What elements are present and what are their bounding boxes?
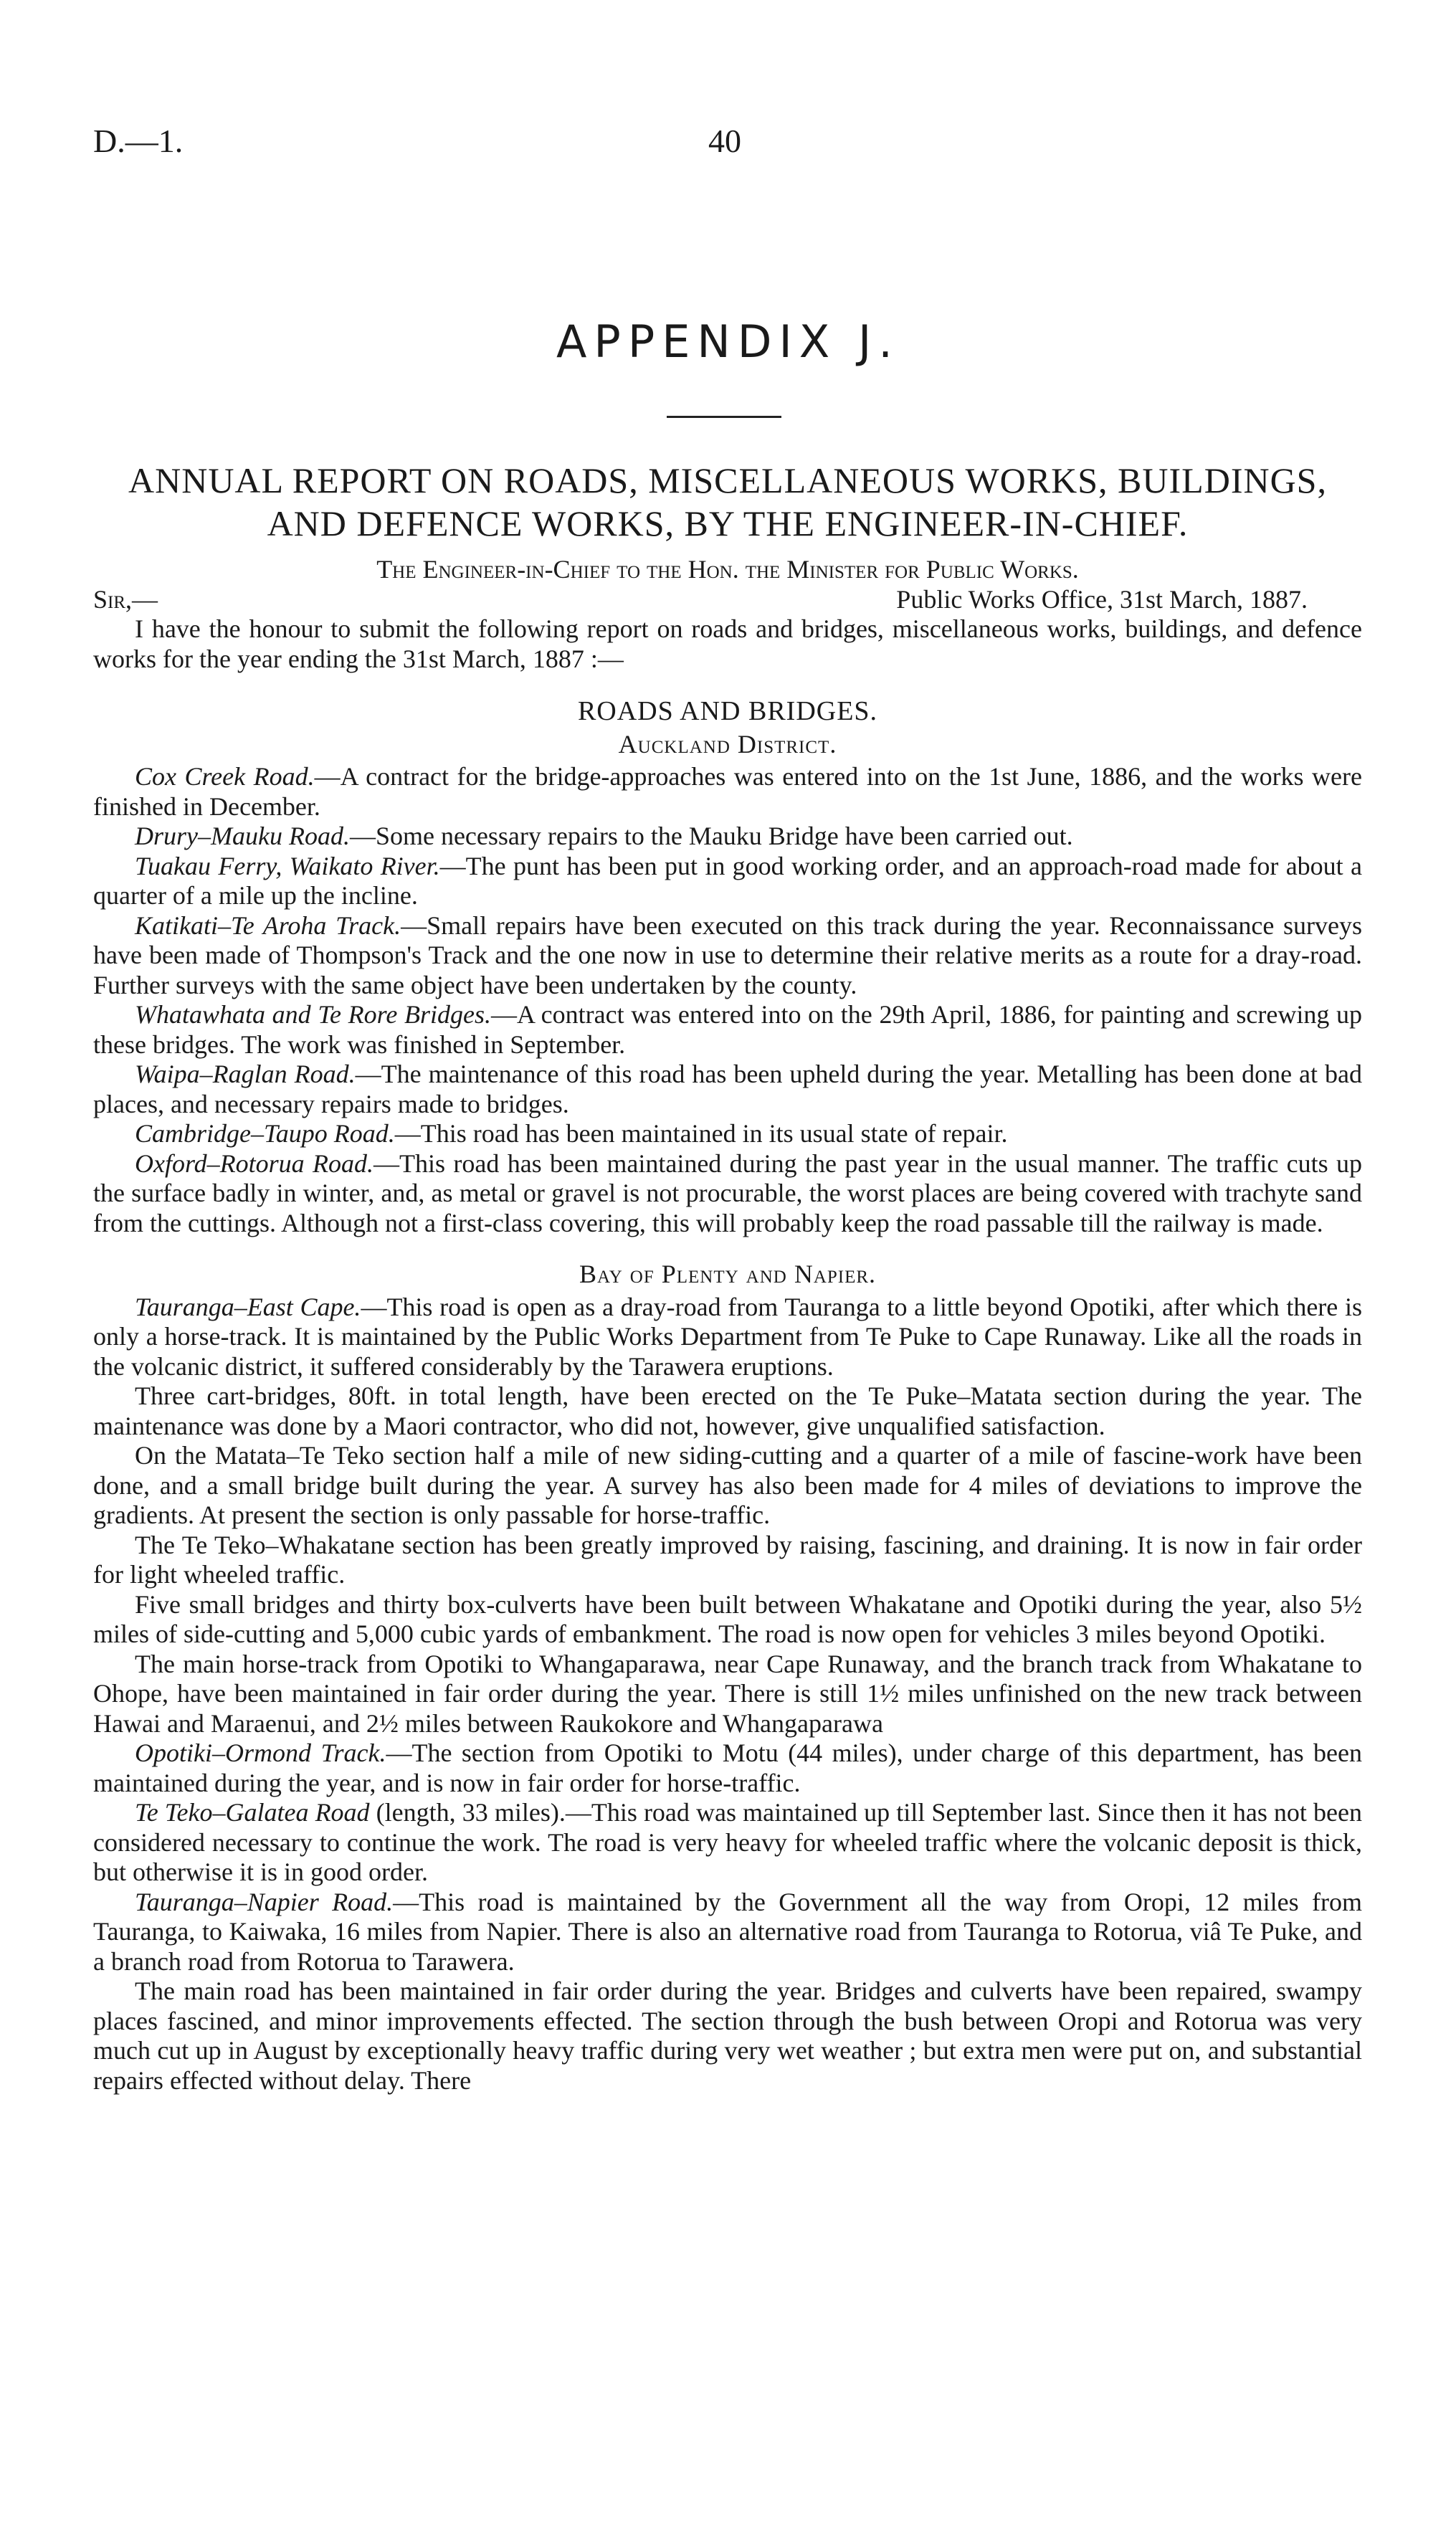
paragraph-text: Five small bridges and thirty box-culverts have been built between Whakatane and Opotiki during the year, also 5½ miles of side-cutting and 5,000 cubic yards of embankment. The road is now open for vehicles 3 miles beyond Opotiki. <box>93 1589 1362 1648</box>
report-paragraph <box>93 1060 1362 1119</box>
paragraph-text: —Some necessary repairs to the Mauku Bridge have been carried out. <box>349 822 1073 850</box>
paragraph-title: Oxford–Rotorua Road. <box>135 1148 374 1178</box>
paragraph-title: Te Teko–Galatea Road <box>135 1798 370 1827</box>
page-number: 40 <box>708 123 741 159</box>
paragraph-text: —The maintenance of this road has been upheld during the year. Metalling has been done at bad places, and necessary repairs made to bridges. <box>93 1060 1362 1118</box>
office-date: Public Works Office, 31st March, 1887. <box>896 584 1308 614</box>
report-paragraph <box>93 1738 1362 1798</box>
paragraph-text: The main horse-track from Opotiki to Whangaparawa, near Cape Runaway, and the branch track from Whakatane to Ohope, have been maintained in fair order during the year. There is still 1½ miles unfinished on the new track between Hawai and Maraenui, and 2½ miles between Raukokore and Whangaparawa <box>93 1649 1362 1738</box>
report-paragraph <box>93 1888 1362 1977</box>
appendix-title: APPENDIX J. <box>556 315 900 368</box>
paragraph-text: —The punt has been put in good working order, and an approach-road made for about a quarter of a mile up the incline. <box>93 851 1362 910</box>
address-line: The Engineer-in-Chief to the Hon. the Minister for Public Works. <box>376 555 1079 584</box>
paragraph-text: —This road has been maintained during the past year in the usual manner. The traffic cuts up the surface badly in winter, and, as metal or gravel is not procurable, the worst places are being covered with trachyte sand from the cuttings. Although not a first-class covering, this will probably keep the road passable till the railway is made. <box>93 1148 1363 1237</box>
report-paragraph <box>93 822 1362 852</box>
document-reference: D.—1. <box>93 123 184 159</box>
paragraph-text: —The section from Opotiki to Motu (44 miles), under charge of this department, has been maintained during the year, and is now in fair order for horse-traffic. <box>93 1738 1362 1797</box>
report-body <box>93 459 1362 2096</box>
report-paragraph <box>93 1293 1362 1382</box>
running-head <box>93 122 1362 165</box>
report-paragraph <box>93 1798 1362 1888</box>
section-heading-roads: ROADS AND BRIDGES. <box>577 696 878 726</box>
report-paragraph <box>93 762 1362 822</box>
paragraph-text: —This road has been maintained in its usual state of repair. <box>394 1119 1008 1148</box>
report-paragraph <box>93 1381 1362 1441</box>
paragraph-title: Tauranga–Napier Road. <box>135 1887 394 1916</box>
paragraph-title: Opotiki–Ormond Track. <box>135 1738 386 1767</box>
district-heading-auckland: Auckland District. <box>618 729 837 758</box>
paragraph-text: The main road has been maintained in fair order during the year. Bridges and culverts have been repaired, swampy places fascined, and minor improvements effected. The section through the bush between Oropi and Rotorua was very much cut up in August by exceptionally heavy traffic during very wet weather ; but extra men were put on, and substantial repairs effected without delay. There <box>93 1977 1362 2095</box>
salutation: Sir,— <box>93 584 158 614</box>
title-divider <box>667 416 781 418</box>
report-paragraph <box>93 1441 1362 1531</box>
report-paragraph <box>93 911 1362 1001</box>
auckland-entries <box>93 762 1362 1238</box>
paragraph-title: Tuakau Ferry, Waikato River. <box>135 851 440 880</box>
district-heading-bay-of-plenty: Bay of Plenty and Napier. <box>579 1260 877 1288</box>
paragraph-title: Whatawhata and Te Rore Bridges. <box>135 1000 491 1029</box>
paragraph-text: (length, 33 miles).—This road was maintained up till September last. Since then it has not been considered necessary to continue the work. The road is very heavy for wheeled traffic where the volcanic deposit is thick, but otherwise it is in good order. <box>93 1798 1362 1886</box>
paragraph-title: Cox Creek Road. <box>135 762 315 791</box>
report-paragraph <box>93 1977 1362 2096</box>
paragraph-text: —A contract was entered into on the 29th April, 1886, for painting and screwing up these bridges. The work was finished in September. <box>93 1000 1362 1059</box>
paragraph-title: Katikati–Te Aroha Track. <box>135 910 401 940</box>
report-paragraph <box>93 1000 1362 1060</box>
paragraph-text: —This road is maintained by the Government all the way from Oropi, 12 miles from Tauranga, to Kaiwaka, 16 miles from Napier. There is also an alternative road from Tauranga to Rotorua, viâ Te Puke, and a branch road from Rotorua to Tarawera. <box>93 1887 1363 1976</box>
paragraph-title: Waipa–Raglan Road. <box>135 1060 356 1088</box>
paragraph-title: Tauranga–East Cape. <box>135 1292 361 1321</box>
paragraph-title: Drury–Mauku Road. <box>135 822 350 850</box>
paragraph-text: The Te Teko–Whakatane section has been greatly improved by raising, fascining, and draining. It is now in fair order for light wheeled traffic. <box>93 1530 1362 1589</box>
report-paragraph <box>93 852 1362 911</box>
paragraph-text: Three cart-bridges, 80ft. in total length, have been erected on the Te Puke–Matata section during the year. The maintenance was done by a Maori contractor, who did not, however, give unqualified satisfaction. <box>93 1381 1362 1440</box>
paragraph-text: —This road is open as a dray-road from Tauranga to a little beyond Opotiki, after which there is only a horse-track. It is maintained by the Public Works Department from Te Puke to Cape Runaway. Like all the roads in the volcanic district, it suffered considerably by the Tarawera eruptions. <box>93 1292 1362 1381</box>
intro-paragraph: I have the honour to submit the following report on roads and bridges, miscellaneous works, buildings, and defence works for the year ending the 31st March, 1887 :— <box>93 614 1362 673</box>
report-title: ANNUAL REPORT ON ROADS, MISCELLANEOUS WORKS, BUILDINGS, AND DEFENCE WORKS, BY THE ENGINEER-IN-CHIEF. <box>128 460 1327 543</box>
salutation-row <box>93 585 1362 615</box>
paragraph-text: —A contract for the bridge-approaches was entered into on the 1st June, 1886, and the works were finished in December. <box>93 762 1363 821</box>
report-paragraph <box>93 1650 1362 1739</box>
paragraph-text: On the Matata–Te Teko section half a mile of new siding-cutting and a quarter of a mile of fascine-work have been done, and a small bridge built during the year. A survey has also been made for 4 miles of deviations to improve the gradients. At present the section is only passable for horse-traffic. <box>93 1441 1362 1529</box>
bay-of-plenty-entries <box>93 1293 1362 2096</box>
paragraph-text: —Small repairs have been executed on this track during the year. Reconnaissance surveys have been made of Thompson's Track and the one now in use to determine their relative merits as a route for a dray-road. Further surveys with the same object have been undertaken by the county. <box>93 910 1363 999</box>
report-paragraph <box>93 1531 1362 1590</box>
report-paragraph <box>93 1590 1362 1650</box>
paragraph-title: Cambridge–Taupo Road. <box>135 1119 395 1148</box>
report-paragraph <box>93 1149 1362 1239</box>
report-paragraph <box>93 1119 1362 1149</box>
